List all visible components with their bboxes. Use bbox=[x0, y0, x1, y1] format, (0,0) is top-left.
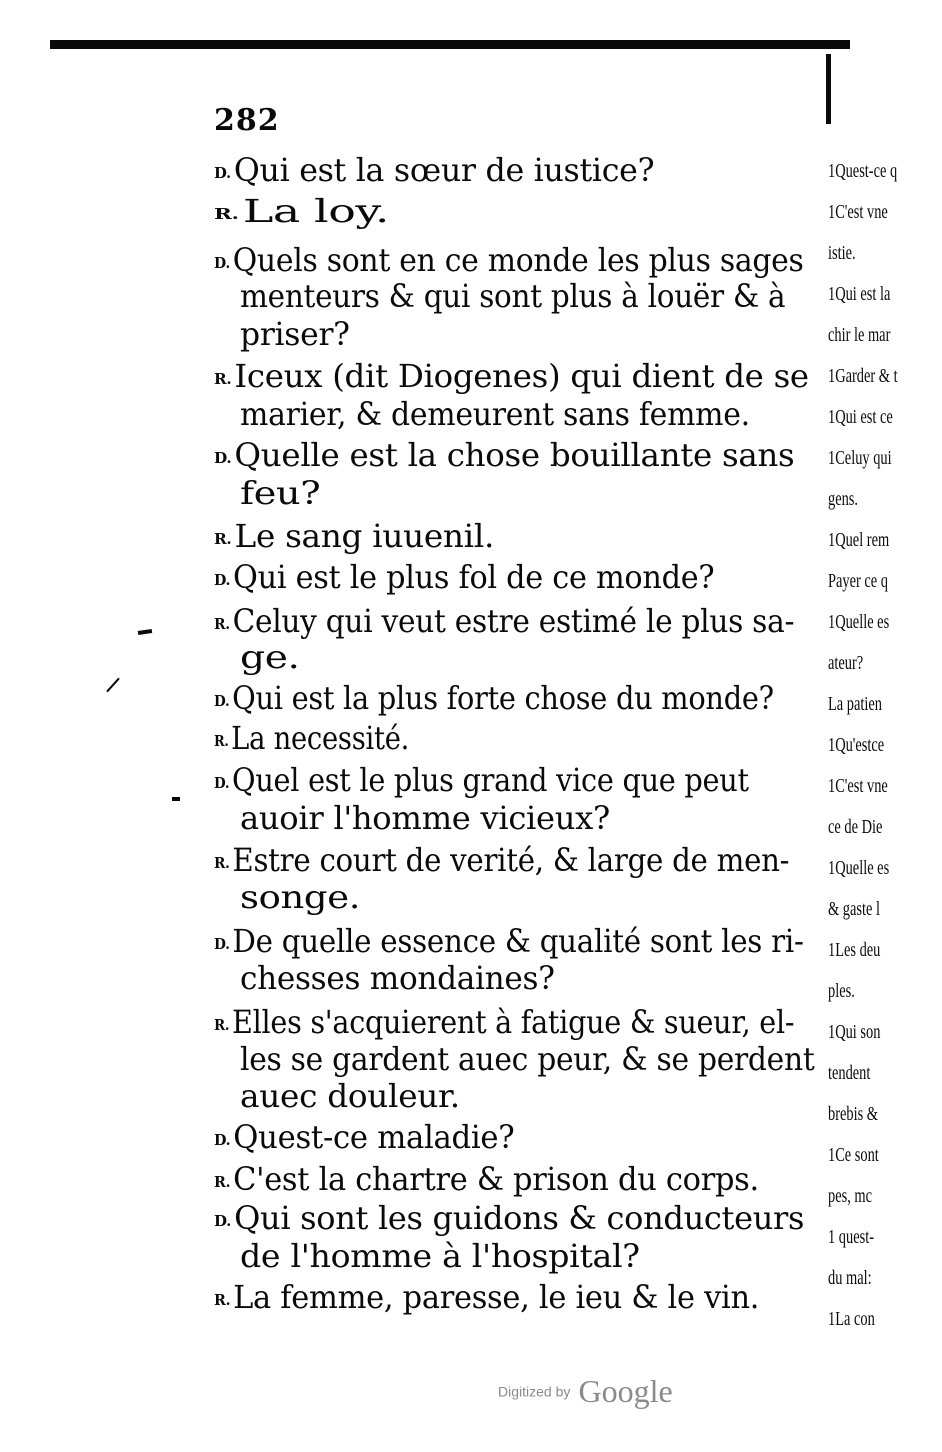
question-marker: D. bbox=[214, 253, 230, 272]
facing-page-fragment: chir le mar bbox=[828, 324, 891, 346]
dialogue-line bbox=[214, 760, 749, 803]
dialogue-continuation bbox=[240, 1076, 460, 1116]
facing-page-fragment: 1Ce sont bbox=[828, 1144, 879, 1166]
page-number: 282 bbox=[214, 103, 280, 138]
dialogue-continuation bbox=[240, 314, 350, 354]
dialogue-line bbox=[214, 1159, 759, 1202]
dialogue-continuation bbox=[240, 394, 750, 434]
dialogue-text-run: marier, & demeurent sans femme. bbox=[240, 395, 750, 433]
dialogue-continuation bbox=[240, 798, 610, 838]
dialogue-text-run: Quest-ce maladie? bbox=[233, 1118, 515, 1156]
dialogue-line bbox=[214, 557, 714, 600]
question-marker: D. bbox=[214, 570, 231, 589]
facing-page-fragment: ples. bbox=[828, 980, 855, 1002]
answer-marker: R. bbox=[214, 853, 230, 872]
facing-page-fragment: 1C'est vne bbox=[828, 201, 888, 223]
answer-marker: R. bbox=[214, 369, 232, 388]
facing-page-fragment: Payer ce q bbox=[828, 570, 888, 592]
facing-page-fragment: 1Les deu bbox=[828, 939, 881, 961]
facing-page-margin bbox=[828, 160, 942, 1340]
dialogue-text-run: menteurs & qui sont plus à louër & à bbox=[240, 277, 786, 315]
dialogue-text-run: les se gardent auec peur, & se perdent bbox=[240, 1040, 815, 1078]
dialogue-text-run: auoir l'homme vicieux? bbox=[240, 799, 610, 837]
facing-page-fragment: brebis & bbox=[828, 1103, 878, 1125]
answer-marker: R. bbox=[214, 1290, 231, 1309]
question-marker: D. bbox=[214, 448, 232, 467]
facing-page-fragment: 1Quelle es bbox=[828, 857, 890, 879]
dialogue-text-run: Quels sont en ce monde les plus sages bbox=[232, 241, 804, 279]
facing-page-fragment: gens. bbox=[828, 488, 859, 510]
dialogue-continuation bbox=[240, 958, 555, 998]
dialogue-line bbox=[214, 1277, 759, 1320]
dialogue-line bbox=[214, 1117, 514, 1160]
facing-page-fragment: 1Qui son bbox=[828, 1021, 881, 1043]
facing-page-fragment: 1Quelle es bbox=[828, 611, 890, 633]
dialogue-line bbox=[214, 678, 774, 721]
answer-marker: R. bbox=[214, 731, 229, 750]
question-marker: D. bbox=[214, 1130, 231, 1149]
ink-speck bbox=[172, 797, 180, 801]
answer-marker: R. bbox=[214, 1172, 231, 1191]
facing-page-fragment: 1Qu'estce bbox=[828, 734, 885, 756]
facing-page-fragment: 1Qui est ce bbox=[828, 406, 893, 428]
dialogue-text-run: auec douleur. bbox=[240, 1077, 460, 1115]
dialogue-text-run: La femme, paresse, le ieu & le vin. bbox=[233, 1278, 760, 1316]
dialogue-text-run: Qui sont les guidons & conducteurs bbox=[234, 1199, 805, 1237]
dialogue-text-run: Qui est le plus fol de ce monde? bbox=[233, 558, 715, 596]
facing-page-fragment: istie. bbox=[828, 242, 856, 264]
dialogue-line bbox=[214, 1198, 804, 1241]
facing-page-fragment: pes, mc bbox=[828, 1185, 872, 1207]
facing-page-fragment: 1La con bbox=[828, 1308, 875, 1330]
dialogue-text-run: feu? bbox=[240, 474, 321, 512]
answer-marker: R. bbox=[214, 1015, 230, 1034]
dialogue-text-run: priser? bbox=[240, 315, 350, 353]
question-marker: D. bbox=[214, 1211, 232, 1230]
answer-marker: R. bbox=[214, 614, 230, 633]
dialogue-text-run: Iceux (dit Diogenes) qui dient de se bbox=[234, 357, 809, 395]
facing-page-fragment: 1Celuy qui bbox=[828, 447, 892, 469]
answer-marker: R. bbox=[214, 529, 232, 548]
dialogue-line bbox=[214, 191, 389, 234]
dialogue-text-run: Celuy qui veut estre estimé le plus sa- bbox=[232, 602, 795, 640]
dialogue-continuation bbox=[240, 637, 300, 677]
facing-page-fragment: 1Quest-ce q bbox=[828, 160, 898, 182]
dialogue-continuation bbox=[240, 276, 785, 316]
google-logo: Google bbox=[578, 1373, 673, 1409]
question-marker: D. bbox=[214, 163, 231, 182]
answer-marker: R. bbox=[214, 204, 239, 223]
question-marker: D. bbox=[214, 934, 230, 953]
question-marker: D. bbox=[214, 773, 230, 792]
dialogue-line bbox=[214, 150, 654, 193]
dialogue-text-run: de l'homme à l'hospital? bbox=[240, 1237, 640, 1275]
facing-page-fragment: du mal: bbox=[828, 1267, 872, 1289]
dialogue-text-run: La necessité. bbox=[231, 719, 410, 757]
dialogue-text-run: chesses mondaines? bbox=[240, 959, 555, 997]
facing-page-fragment: & gaste l bbox=[828, 898, 880, 920]
dialogue-line bbox=[214, 718, 409, 761]
dialogue-text-run: Qui est la sœur de iustice? bbox=[233, 151, 655, 189]
dialogue-text-run: De quelle essence & qualité sont les ri- bbox=[232, 922, 804, 960]
dialogue-text-run: Quel est le plus grand vice que peut bbox=[232, 761, 749, 799]
dialogue-text-run: Quelle est la chose bouillante sans bbox=[234, 436, 795, 474]
facing-page-fragment: 1Garder & t bbox=[828, 365, 898, 387]
facing-page-fragment: 1 quest- bbox=[828, 1226, 875, 1248]
dialogue-line bbox=[214, 516, 494, 559]
dialogue-text-run: songe. bbox=[240, 878, 361, 916]
facing-page-fragment: 1C'est vne bbox=[828, 775, 888, 797]
dialogue-text-run: C'est la chartre & prison du corps. bbox=[233, 1160, 759, 1198]
dialogue-line bbox=[214, 601, 794, 644]
dialogue-text-run: Le sang iuuenil. bbox=[234, 517, 495, 555]
digitized-by-google-watermark bbox=[498, 1373, 673, 1410]
dialogue-line bbox=[214, 435, 794, 478]
watermark-prefix: Digitized by bbox=[498, 1383, 571, 1400]
facing-page-fragment: ateur? bbox=[828, 652, 864, 674]
dialogue-continuation bbox=[240, 1039, 815, 1079]
question-marker: D. bbox=[214, 691, 230, 710]
dialogue-text-run: ge. bbox=[240, 638, 300, 676]
dialogue-text-run: La loy. bbox=[242, 192, 389, 230]
dialogue-text-run: Qui est la plus forte chose du monde? bbox=[232, 679, 774, 717]
facing-page-fragment: 1Qui est la bbox=[828, 283, 891, 305]
facing-page-fragment: 1Quel rem bbox=[828, 529, 890, 551]
facing-page-fragment: La patien bbox=[828, 693, 882, 715]
facing-page-fragment: tendent bbox=[828, 1062, 871, 1084]
dialogue-continuation bbox=[240, 473, 320, 513]
dialogue-line bbox=[214, 356, 809, 399]
gutter-rule bbox=[826, 54, 831, 124]
facing-page-fragment: ce de Die bbox=[828, 816, 883, 838]
dialogue-continuation bbox=[240, 1236, 640, 1276]
dialogue-text-run: Estre court de verité, & large de men- bbox=[232, 841, 790, 879]
dialogue-continuation bbox=[240, 877, 360, 917]
dialogue-text-run: Elles s'acquierent à fatigue & sueur, el- bbox=[231, 1003, 795, 1041]
